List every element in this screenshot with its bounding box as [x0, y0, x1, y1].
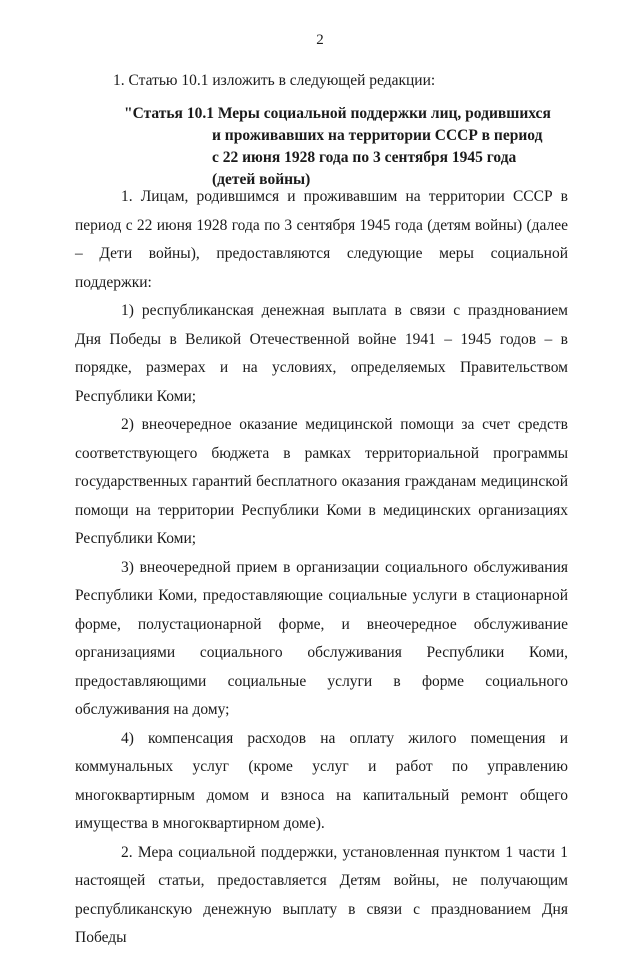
paragraph-part-2: 2. Мера социальной поддержки, установленная пунктом 1 части 1 настоящей статьи, предоставляется Детям войны, не получающим республиканскую денежную выплату в связи с празднованием Дня Победы	[75, 843, 568, 946]
article-body	[75, 183, 568, 953]
paragraph-item-1: 1) республиканская денежная выплата в связи с празднованием Дня Победы в Великой Отечественной войне 1941 – 1945 годов – в порядке, размерах и на условиях, определяемых Правительством Республики Коми;	[75, 302, 568, 405]
article-heading-line: с 22 июня 1928 года по 3 сентября 1945 года	[212, 149, 517, 166]
amendment-intro: 1. Статью 10.1 изложить в следующей редакции:	[113, 72, 436, 89]
paragraph-item-2: 2) внеочередное оказание медицинской помощи за счет средств соответствующего бюджета в рамках территориальной программы государственных гарантий бесплатного оказания гражданам медицинской помощи на территории Республики Коми в медицинских организациях Республики Коми;	[75, 416, 568, 547]
article-heading-line: и проживавших на территории СССР в период	[212, 127, 543, 144]
page-number: 2	[316, 32, 324, 48]
paragraph-item-3: 3) внеочередной прием в организации социального обслуживания Республики Коми, предоставляющие социальные услуги в стационарной форме, полустационарной форме, и внеочередное обслуживание организациями социального обслуживания Республики Коми, предоставляющими социальные услуги в форме социального обслуживания на дому;	[75, 558, 568, 718]
paragraph-item-4: 4) компенсация расходов на оплату жилого помещения и коммунальных услуг (кроме услуг и работ по управлению многоквартирным домом и взноса на капитальный ремонт общего имущества в многоквартирном доме).	[75, 729, 568, 832]
article-heading	[124, 103, 551, 191]
paragraph-part-1: 1. Лицам, родившимся и проживавшим на территории СССР в период с 22 июня 1928 года по 3 сентября 1945 года (детям войны) (далее – Дети войны), предоставляются следующие меры социальной поддержки:	[75, 188, 568, 291]
article-heading-line: "Статья 10.1 Меры социальной поддержки лиц, родившихся	[124, 105, 551, 122]
article-heading-line: (детей войны)	[212, 171, 311, 188]
